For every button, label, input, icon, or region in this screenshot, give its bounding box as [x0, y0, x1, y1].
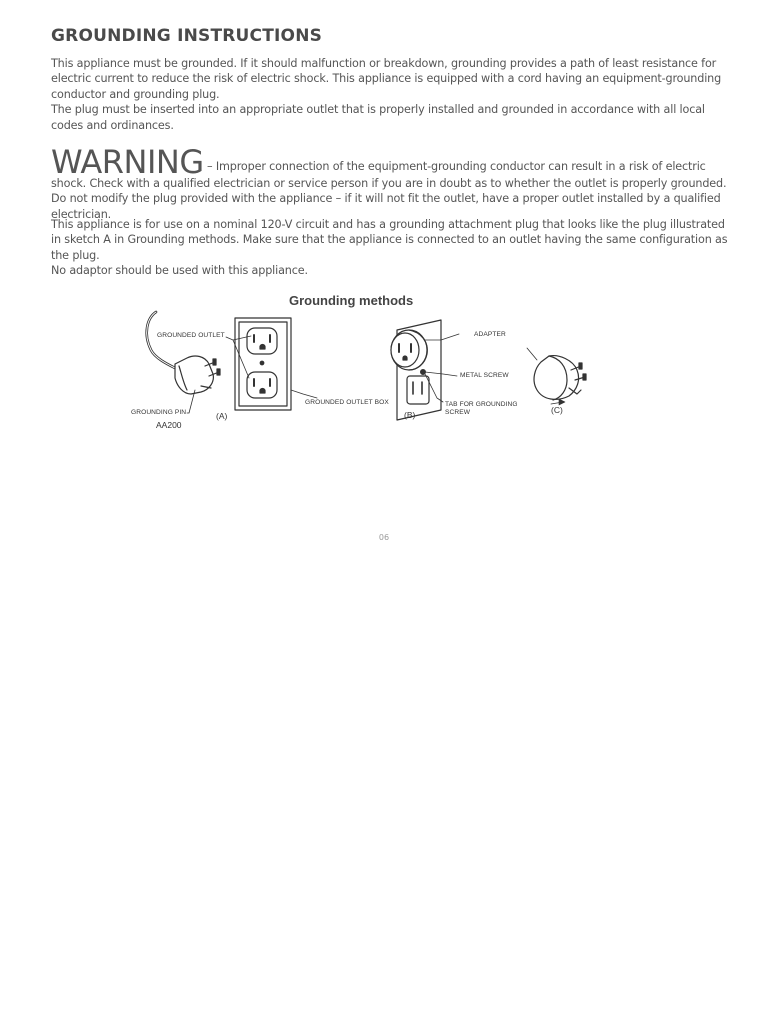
tab-for-grounding-label: TAB FOR GROUNDING	[445, 401, 518, 408]
adapter-plug-icon	[534, 356, 586, 400]
circuit-paragraph-text: This appliance is for use on a nominal 120-V circuit and has a grounding attachment plug that looks like the plug illustrated in sketch A in Grounding methods. Make sure that the appliance is connected to an outlet having the same configuration as the plug.	[51, 218, 728, 262]
sketch-b-label: (B)	[404, 410, 416, 420]
warning-paragraph	[51, 143, 731, 222]
circuit-paragraph	[51, 217, 731, 279]
grounding-methods-illustration	[125, 290, 595, 440]
screw-label: SCREW	[445, 409, 471, 416]
grounding-paragraph-text: This appliance must be grounded. If it should malfunction or breakdown, grounding provides a path of least resistance for electric current to reduce the risk of electric shock. This appliance is equipped with a cord having an equipment-grounding conductor and grounding plug.	[51, 57, 722, 101]
adapter-icon	[391, 330, 427, 370]
metal-screw-label: METAL SCREW	[460, 372, 509, 379]
grounding-methods-figure	[125, 290, 595, 440]
sketch-a-label: (A)	[216, 411, 228, 421]
grounding-plug-icon	[175, 356, 220, 394]
warning-heading: WARNING	[51, 143, 204, 181]
no-adaptor-text: No adaptor should be used with this appliance.	[51, 264, 308, 278]
page-number: 06	[378, 533, 390, 542]
figure-title: Grounding methods	[289, 293, 414, 308]
grounding-paragraph	[51, 56, 731, 133]
warning-text: – Improper connection of the equipment-grounding conductor can result in a risk of electric shock. Check with a qualified electrician or service person if you are in doubt as to whether the outlet is properly grounded. Do not modify the plug provided with the appliance – if it will not fit the outlet, have a proper outlet installed by a qualified electrician.	[51, 160, 727, 221]
grounding-pin-label: GROUNDING PIN	[131, 409, 187, 416]
page-title: GROUNDING INSTRUCTIONS	[51, 26, 323, 46]
model-label: AA200	[156, 420, 182, 430]
grounded-outlet-label: GROUNDED OUTLET	[157, 332, 225, 339]
plug-outlet-paragraph-text: The plug must be inserted into an appropriate outlet that is properly installed and grounded in accordance with all local codes and ordinances.	[51, 103, 705, 132]
grounded-outlet-box-label: GROUNDED OUTLET BOX	[305, 399, 389, 406]
adapter-label: ADAPTER	[474, 331, 506, 338]
sketch-c-label: (C)	[551, 405, 563, 415]
